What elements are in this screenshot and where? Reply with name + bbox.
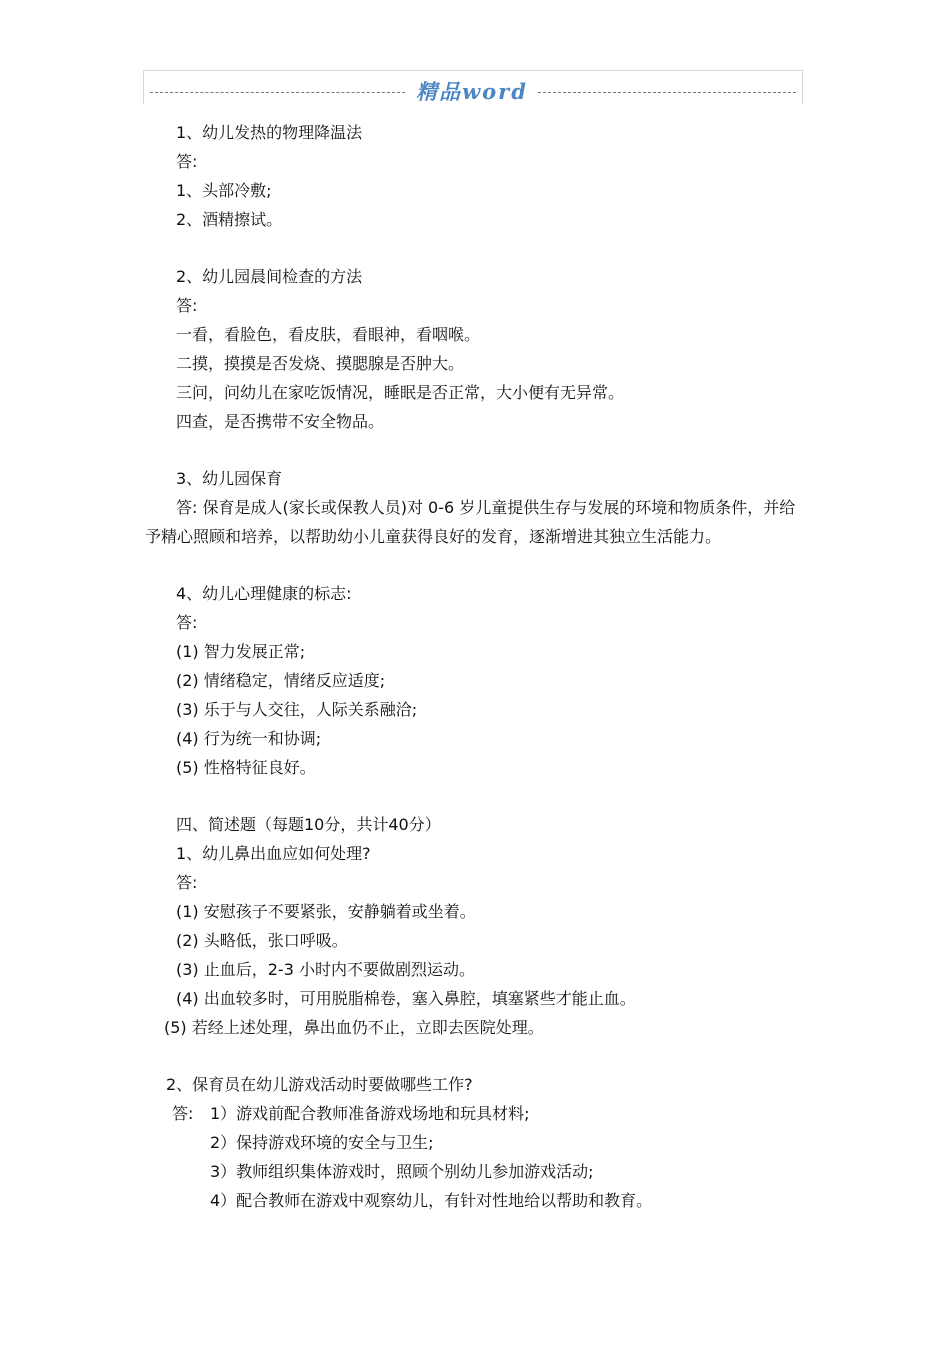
answer-item: 一看，看脸色，看皮肤，看眼神，看咽喉。 — [176, 325, 481, 344]
question-title: 3、幼儿园保育 — [176, 469, 283, 488]
page-header — [143, 70, 803, 104]
answer-paragraph-line: 予精心照顾和培养，以帮助幼小儿童获得良好的发育，逐渐增进其独立生活能力。 — [145, 527, 722, 546]
answer-item: 1、头部冷敷; — [176, 181, 272, 200]
answer-item: (2) 头略低，张口呼吸。 — [176, 931, 348, 950]
question-title: 4、幼儿心理健康的标志: — [176, 584, 352, 603]
answer-item: 四查，是否携带不安全物品。 — [176, 412, 385, 431]
answer-label: 答: — [172, 1104, 194, 1123]
question-title: 2、幼儿园晨间检查的方法 — [176, 267, 363, 286]
answer-item: (4) 出血较多时，可用脱脂棉卷，塞入鼻腔，填塞紧些才能止血。 — [176, 989, 636, 1008]
answer-item: 二摸，摸摸是否发烧、摸腮腺是否肿大。 — [176, 354, 465, 373]
section-heading: 四、简述题（每题10分，共计40分） — [176, 815, 441, 834]
answer-item: 2、酒精擦试。 — [176, 210, 283, 229]
answer-item: 1）游戏前配合教师准备游戏场地和玩具材料; — [210, 1104, 530, 1123]
answer-label: 答: — [176, 152, 198, 171]
answer-item: (4) 行为统一和协调; — [176, 729, 322, 748]
question-title: 1、幼儿发热的物理降温法 — [176, 123, 363, 142]
header-dashed-rule-right — [538, 92, 796, 93]
answer-item: (5) 若经上述处理，鼻出血仍不止，立即去医院处理。 — [164, 1018, 544, 1037]
answer-item: (3) 止血后，2-3 小时内不要做剧烈运动。 — [176, 960, 475, 979]
answer-item: 3）教师组织集体游戏时，照顾个别幼儿参加游戏活动; — [210, 1162, 594, 1181]
answer-label: 答: — [176, 873, 198, 892]
question-title: 1、幼儿鼻出血应如何处理? — [176, 844, 371, 863]
answer-item: 2）保持游戏环境的安全与卫生; — [210, 1133, 434, 1152]
answer-label: 答: — [176, 613, 198, 632]
header-dashed-rule-left — [150, 92, 405, 93]
answer-item: (2) 情绪稳定，情绪反应适度; — [176, 671, 386, 690]
answer-item: 三问，问幼儿在家吃饭情况，睡眠是否正常，大小便有无异常。 — [176, 383, 625, 402]
header-title: 精品word — [416, 79, 528, 104]
question-title: 2、保育员在幼儿游戏活动时要做哪些工作? — [166, 1075, 473, 1094]
answer-item: 4）配合教师在游戏中观察幼儿，有针对性地给以帮助和教育。 — [210, 1191, 653, 1210]
answer-paragraph-line: 答: 保育是成人(家长或保教人员)对 0-6 岁儿童提供生存与发展的环境和物质条件，并给 — [176, 498, 796, 517]
answer-item: (5) 性格特征良好。 — [176, 758, 316, 777]
answer-label: 答: — [176, 296, 198, 315]
answer-item: (1) 智力发展正常; — [176, 642, 306, 661]
answer-item: (3) 乐于与人交往，人际关系融洽; — [176, 700, 418, 719]
answer-item: (1) 安慰孩子不要紧张，安静躺着或坐着。 — [176, 902, 476, 921]
